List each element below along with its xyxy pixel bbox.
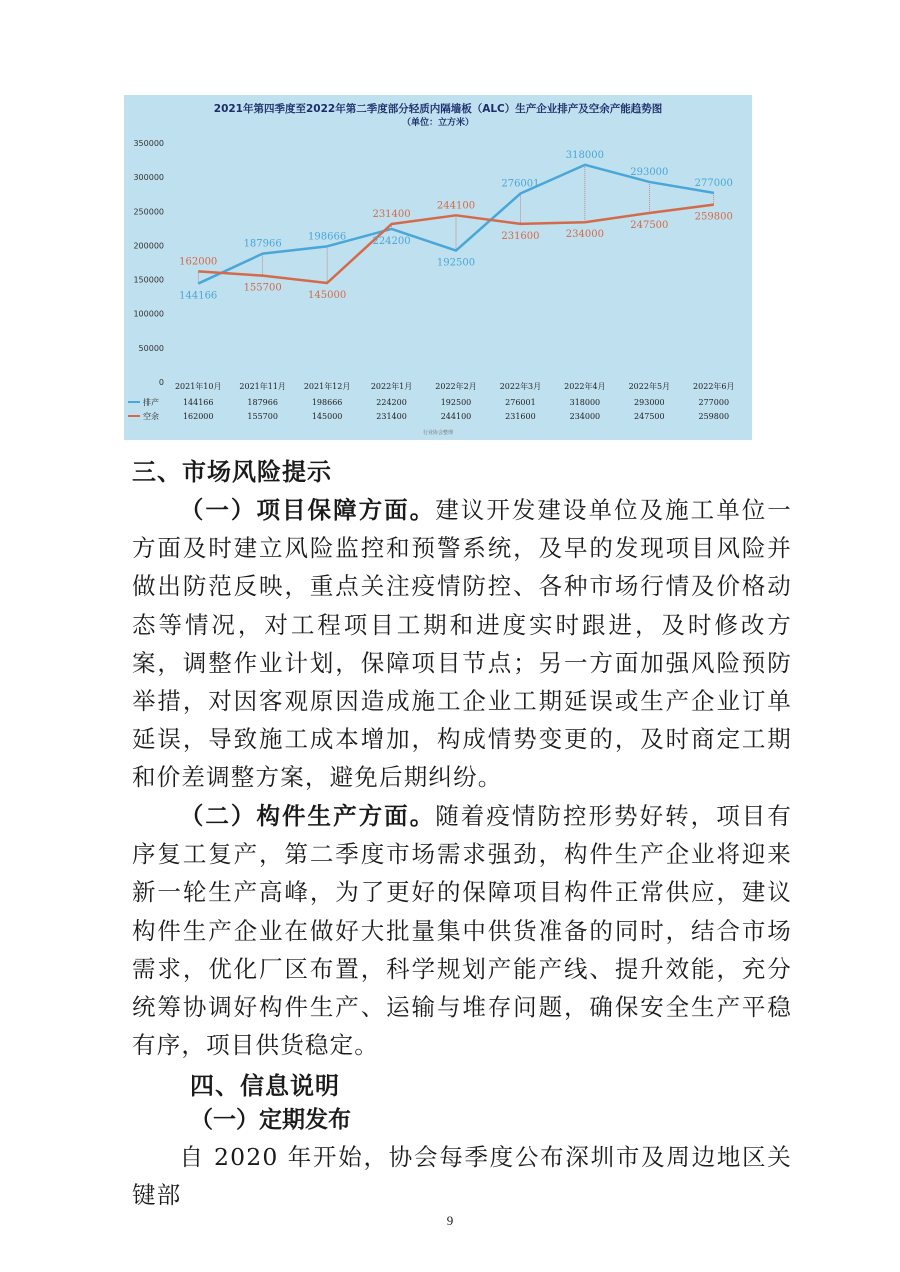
data-label: 192500 [436,257,476,269]
y-tick-label: 300000 [133,173,164,183]
table-cell: 145000 [311,412,343,421]
data-label: 234000 [565,229,604,241]
data-label: 231600 [501,230,540,242]
data-label: 224200 [372,235,411,247]
page-number: 9 [446,1213,454,1228]
table-cell: 192500 [440,398,472,407]
table-cell: 187966 [247,398,278,407]
paragraph-body: 随着疫情防控形势好转，项目有序复工复产，第二季度市场需求强劲，构件生产企业将迎来新一轮生产高峰，为了更好的保障项目构件正常供应，建议构件生产企业在做好大批量集中供货准备的同时，结合市场需求，优化厂区布置，科学规划产能产线、提升效能，充分统筹协调好构件生产、运输与堆存问题，确保安全生产平稳有序，项目供货稳定。 [132,802,793,1060]
data-label: 162000 [179,256,218,268]
chart-title: 2021年第四季度至2022年第二季度部分轻质内隔墙板（ALC）生产企业排产及空余产能趋势图 [213,103,663,115]
table-cell: 318000 [569,398,601,407]
paragraph-body: 建议开发建设单位及施工单位一方面及时建立风险监控和预警系统，及早的发现项目风险并做出防范反映，重点关注疫情防控、各种市场行情及价格动态等情况，对工程项目工期和进度实时跟进，及时修改方案，调整作业计划，保障项目节点；另一方面加强风险预防举措，对因客观原因造成施工企业工期延误或生产企业订单延误，导致施工成本增加，构成情势变更的，及时商定工期和价差调整方案，避免后期纠纷。 [132,496,793,792]
table-cell: 276001 [505,398,536,407]
y-tick-label: 200000 [133,241,164,251]
paragraph-info [132,1138,792,1214]
table-cell: 244100 [440,412,472,421]
table-cell: 231400 [376,412,407,421]
paragraph-component-production [132,797,792,1064]
table-cell: 231600 [505,412,536,421]
data-label: 259800 [694,211,733,223]
data-label: 155700 [243,282,282,294]
data-label: 293000 [630,166,669,178]
table-cell: 144166 [182,398,214,407]
y-tick-label: 0 [158,378,164,387]
legend-label: 排产 [143,398,159,407]
x-tick-label: 2021年11月 [239,382,286,391]
y-tick-label: 100000 [133,309,164,319]
x-tick-label: 2022年2月 [435,382,477,391]
y-tick-label: 150000 [133,275,164,285]
section-heading-risk: 三、市场风险提示 [132,458,332,486]
table-cell: 277000 [698,398,730,407]
source-note: 行业协会整理 [422,430,454,436]
legend-label: 空余 [143,412,159,421]
y-tick-label: 50000 [138,343,164,353]
section-heading-info: 四、信息说明 [190,1072,340,1100]
table-cell: 234000 [569,412,601,421]
x-tick-label: 2021年10月 [174,382,222,391]
x-tick-label: 2022年5月 [628,382,671,391]
data-label: 145000 [308,289,347,301]
y-tick-label: 350000 [133,139,164,148]
table-cell: 224200 [376,398,407,407]
x-tick-label: 2021年12月 [303,382,351,391]
data-label: 231400 [372,208,411,220]
table-cell: 155700 [247,412,278,421]
data-label: 144166 [179,290,218,302]
data-label: 198666 [308,231,347,243]
paragraph-lead: （一）项目保障方面。 [179,496,436,524]
data-label: 244100 [436,200,476,212]
data-label: 277000 [694,177,733,189]
table-cell: 198666 [311,398,343,407]
x-tick-label: 2022年1月 [370,382,413,391]
chart-plot [124,95,752,440]
x-tick-label: 2022年4月 [564,382,606,391]
paragraph-lead: （二）构件生产方面。 [179,802,436,830]
data-label: 276001 [501,178,540,190]
trend-chart [124,95,752,440]
table-cell: 162000 [182,412,214,421]
data-label: 318000 [565,149,604,161]
data-label: 247500 [630,219,669,231]
paragraph-project-guarantee [132,491,792,797]
chart-unit: （单位：立方米） [401,118,474,128]
sub-heading-regular-release: （一）定期发布 [190,1107,351,1133]
y-tick-label: 250000 [133,207,164,217]
table-cell: 247500 [634,412,665,421]
x-tick-label: 2022年3月 [499,382,542,391]
x-tick-label: 2022年6月 [693,382,735,391]
table-cell: 259800 [698,412,730,421]
paragraph-body: 自 2020 年开始，协会每季度公布深圳市及周边地区关键部 [132,1143,792,1210]
data-label: 187966 [243,238,282,250]
table-cell: 293000 [634,398,665,407]
